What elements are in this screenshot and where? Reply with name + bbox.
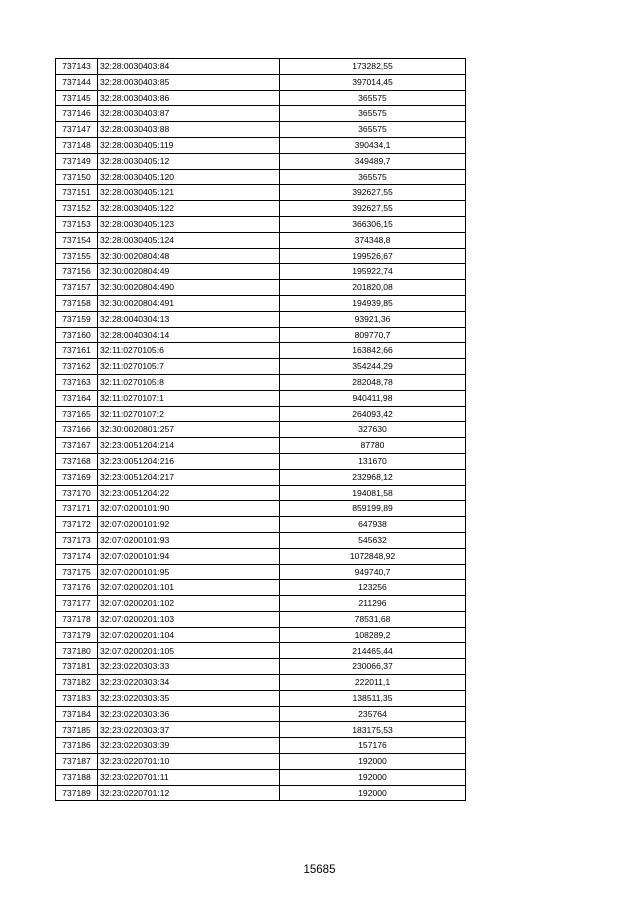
row-id-cell: 737188 [56,769,98,785]
cadastral-number-cell: 32:28:0030405:119 [98,137,280,153]
value-cell: 123256 [280,580,466,596]
row-id-cell: 737146 [56,106,98,122]
cadastral-number-cell: 32:23:0051204:216 [98,453,280,469]
table-row [56,643,466,659]
cadastral-number-cell: 32:28:0030403:88 [98,122,280,138]
cadastral-number-cell: 32:11:0270107:1 [98,390,280,406]
value-cell: 138511,35 [280,690,466,706]
value-cell: 365575 [280,122,466,138]
cadastral-number-cell: 32:07:0200101:90 [98,501,280,517]
cadastral-number-cell: 32:07:0200101:95 [98,564,280,580]
row-id-cell: 737152 [56,201,98,217]
row-id-cell: 737158 [56,295,98,311]
table-row [56,485,466,501]
value-cell: 392627,55 [280,201,466,217]
table-row [56,706,466,722]
value-cell: 173282,55 [280,59,466,75]
value-cell: 211296 [280,596,466,612]
table-row [56,169,466,185]
value-cell: 87780 [280,438,466,454]
value-cell: 192000 [280,785,466,801]
cadastral-number-cell: 32:28:0030405:12 [98,153,280,169]
row-id-cell: 737175 [56,564,98,580]
row-id-cell: 737178 [56,611,98,627]
value-cell: 859199,89 [280,501,466,517]
cadastral-number-cell: 32:07:0200201:101 [98,580,280,596]
row-id-cell: 737166 [56,422,98,438]
table-row [56,359,466,375]
row-id-cell: 737187 [56,754,98,770]
row-id-cell: 737172 [56,517,98,533]
table-row [56,769,466,785]
cadastral-number-cell: 32:30:0020804:491 [98,295,280,311]
row-id-cell: 737186 [56,738,98,754]
row-id-cell: 737180 [56,643,98,659]
row-id-cell: 737148 [56,137,98,153]
cadastral-number-cell: 32:28:0030405:121 [98,185,280,201]
cadastral-number-cell: 32:28:0030405:123 [98,216,280,232]
row-id-cell: 737156 [56,264,98,280]
row-id-cell: 737176 [56,580,98,596]
cadastral-number-cell: 32:28:0030403:85 [98,74,280,90]
table-row [56,722,466,738]
value-cell: 235764 [280,706,466,722]
value-cell: 809770,7 [280,327,466,343]
value-cell: 108289,2 [280,627,466,643]
row-id-cell: 737154 [56,232,98,248]
cadastral-number-cell: 32:07:0200201:102 [98,596,280,612]
page-number: 15685 [303,864,336,876]
value-cell: 390434,1 [280,137,466,153]
value-cell: 214465,44 [280,643,466,659]
cadastral-number-cell: 32:07:0200201:105 [98,643,280,659]
table-row [56,327,466,343]
value-cell: 327630 [280,422,466,438]
value-cell: 93921,36 [280,311,466,327]
cadastral-number-cell: 32:07:0200201:103 [98,611,280,627]
table-row [56,216,466,232]
row-id-cell: 737151 [56,185,98,201]
table-row [56,627,466,643]
cadastral-number-cell: 32:23:0220303:35 [98,690,280,706]
value-cell: 374348,8 [280,232,466,248]
cadastral-number-cell: 32:07:0200101:92 [98,517,280,533]
value-cell: 282048,78 [280,374,466,390]
value-cell: 222011,1 [280,675,466,691]
cadastral-number-cell: 32:30:0020804:490 [98,280,280,296]
table-row [56,422,466,438]
cadastral-number-cell: 32:28:0030405:124 [98,232,280,248]
cadastral-number-cell: 32:11:0270105:6 [98,343,280,359]
table-row [56,106,466,122]
table-row [56,611,466,627]
table-row [56,185,466,201]
table-row [56,738,466,754]
table-row [56,406,466,422]
row-id-cell: 737177 [56,596,98,612]
value-cell: 78531,68 [280,611,466,627]
row-id-cell: 737164 [56,390,98,406]
row-id-cell: 737159 [56,311,98,327]
row-id-cell: 737165 [56,406,98,422]
table-row [56,754,466,770]
table-row [56,122,466,138]
value-cell: 199526,67 [280,248,466,264]
table-row [56,59,466,75]
cadastral-number-cell: 32:23:0220701:11 [98,769,280,785]
row-id-cell: 737163 [56,374,98,390]
cadastral-number-cell: 32:23:0220701:12 [98,785,280,801]
value-cell: 392627,55 [280,185,466,201]
value-cell: 940411,98 [280,390,466,406]
cadastral-number-cell: 32:28:0030405:120 [98,169,280,185]
table-row [56,517,466,533]
cadastral-number-cell: 32:23:0220303:33 [98,659,280,675]
row-id-cell: 737184 [56,706,98,722]
row-id-cell: 737182 [56,675,98,691]
row-id-cell: 737173 [56,532,98,548]
cadastral-number-cell: 32:11:0270105:7 [98,359,280,375]
cadastral-number-cell: 32:23:0220303:39 [98,738,280,754]
table-row [56,311,466,327]
table-row [56,201,466,217]
cadastral-number-cell: 32:28:0030403:87 [98,106,280,122]
row-id-cell: 737149 [56,153,98,169]
value-cell: 365575 [280,169,466,185]
table-row [56,548,466,564]
row-id-cell: 737162 [56,359,98,375]
table-row [56,453,466,469]
table-row [56,690,466,706]
table-body [56,59,466,801]
row-id-cell: 737145 [56,90,98,106]
value-cell: 366306,15 [280,216,466,232]
row-id-cell: 737150 [56,169,98,185]
table-row [56,501,466,517]
value-cell: 949740,7 [280,564,466,580]
table-row [56,90,466,106]
value-cell: 192000 [280,769,466,785]
cadastral-number-cell: 32:30:0020801:257 [98,422,280,438]
cadastral-number-cell: 32:30:0020804:48 [98,248,280,264]
cadastral-number-cell: 32:30:0020804:49 [98,264,280,280]
data-table [55,58,466,801]
table-row [56,785,466,801]
table-row [56,469,466,485]
value-cell: 194081,58 [280,485,466,501]
row-id-cell: 737189 [56,785,98,801]
value-cell: 232968,12 [280,469,466,485]
row-id-cell: 737160 [56,327,98,343]
cadastral-number-cell: 32:28:0030403:84 [98,59,280,75]
row-id-cell: 737157 [56,280,98,296]
value-cell: 397014,45 [280,74,466,90]
row-id-cell: 737171 [56,501,98,517]
cadastral-number-cell: 32:28:0030405:122 [98,201,280,217]
table-row [56,74,466,90]
table-row [56,137,466,153]
table-row [56,596,466,612]
table-row [56,374,466,390]
row-id-cell: 737179 [56,627,98,643]
table-row [56,153,466,169]
row-id-cell: 737181 [56,659,98,675]
cadastral-number-cell: 32:07:0200101:94 [98,548,280,564]
value-cell: 192000 [280,754,466,770]
table-row [56,248,466,264]
table-row [56,659,466,675]
value-cell: 201820,08 [280,280,466,296]
cadastral-number-cell: 32:07:0200201:104 [98,627,280,643]
value-cell: 354244,29 [280,359,466,375]
value-cell: 194939,85 [280,295,466,311]
value-cell: 365575 [280,106,466,122]
value-cell: 131670 [280,453,466,469]
row-id-cell: 737161 [56,343,98,359]
cadastral-number-cell: 32:11:0270107:2 [98,406,280,422]
row-id-cell: 737185 [56,722,98,738]
value-cell: 195922,74 [280,264,466,280]
row-id-cell: 737147 [56,122,98,138]
cadastral-number-cell: 32:11:0270105:8 [98,374,280,390]
cadastral-number-cell: 32:28:0030403:86 [98,90,280,106]
value-cell: 230066,37 [280,659,466,675]
row-id-cell: 737143 [56,59,98,75]
value-cell: 183175,53 [280,722,466,738]
value-cell: 157176 [280,738,466,754]
table-row [56,280,466,296]
row-id-cell: 737174 [56,548,98,564]
table-row [56,675,466,691]
cadastral-number-cell: 32:23:0051204:214 [98,438,280,454]
value-cell: 264093,42 [280,406,466,422]
cadastral-number-cell: 32:23:0220303:37 [98,722,280,738]
table-row [56,232,466,248]
cadastral-number-cell: 32:23:0220303:34 [98,675,280,691]
table-row [56,343,466,359]
row-id-cell: 737183 [56,690,98,706]
row-id-cell: 737144 [56,74,98,90]
cadastral-number-cell: 32:23:0051204:22 [98,485,280,501]
cadastral-number-cell: 32:07:0200101:93 [98,532,280,548]
cadastral-number-cell: 32:23:0220701:10 [98,754,280,770]
value-cell: 647938 [280,517,466,533]
row-id-cell: 737168 [56,453,98,469]
row-id-cell: 737155 [56,248,98,264]
cadastral-number-cell: 32:28:0040304:14 [98,327,280,343]
value-cell: 349489,7 [280,153,466,169]
value-cell: 1072848,92 [280,548,466,564]
table-row [56,438,466,454]
row-id-cell: 737153 [56,216,98,232]
table-row [56,295,466,311]
table-row [56,390,466,406]
cadastral-number-cell: 32:23:0220303:36 [98,706,280,722]
cadastral-number-cell: 32:23:0051204:217 [98,469,280,485]
value-cell: 365575 [280,90,466,106]
row-id-cell: 737170 [56,485,98,501]
row-id-cell: 737169 [56,469,98,485]
table-row [56,264,466,280]
table-row [56,564,466,580]
value-cell: 163842,66 [280,343,466,359]
table-row [56,580,466,596]
cadastral-number-cell: 32:28:0040304:13 [98,311,280,327]
table-row [56,532,466,548]
value-cell: 545632 [280,532,466,548]
row-id-cell: 737167 [56,438,98,454]
